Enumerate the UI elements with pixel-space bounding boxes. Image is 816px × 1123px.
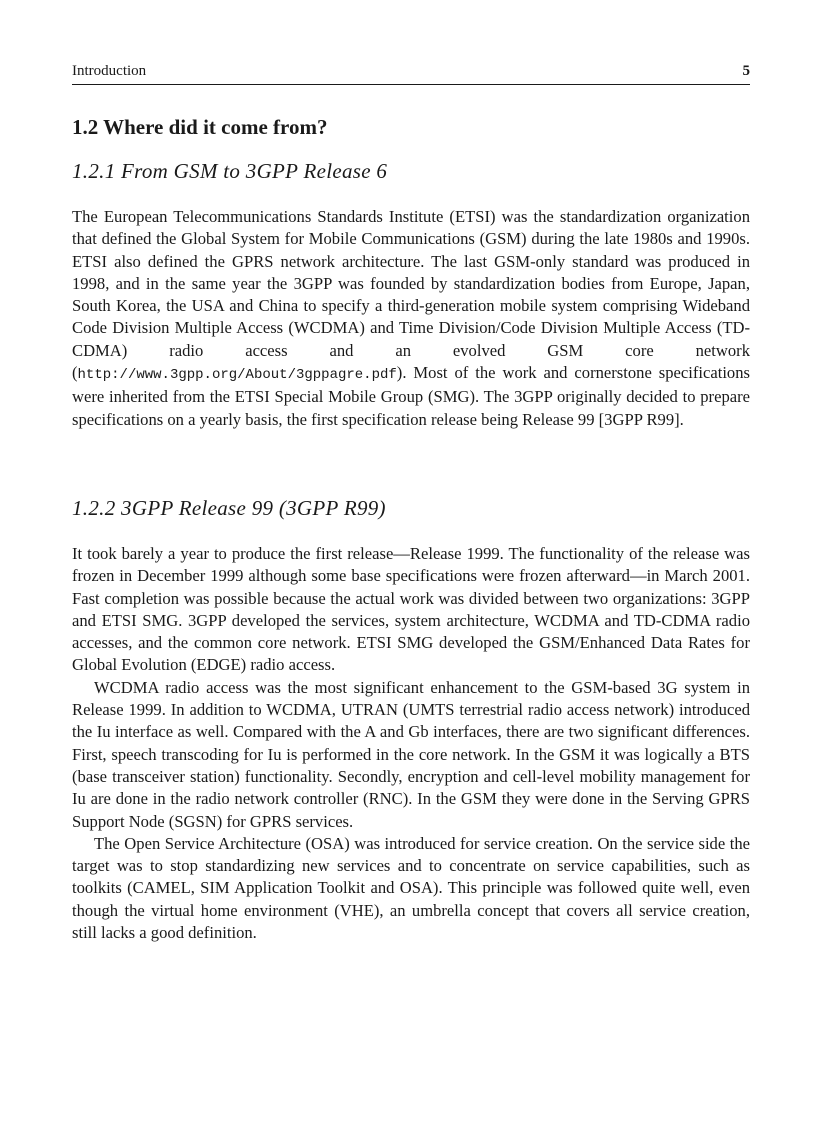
paragraph-text: ). Most of the work and cornerstone specifications were inherited from the ETSI Special Mobile Group (SMG). The 3GPP originally decided to prepare specifications on a yearly basis, the first specification release being Release 99 [3GPP R99]. [72,363,750,429]
book-page [72,58,750,944]
paragraph-text: The European Telecommunications Standards Institute (ETSI) was the standardization organization that defined the Global System for Mobile Communications (GSM) during the late 1980s and 1990s. ETSI also defined the GPRS network architecture. The last GSM-only standard was produced in 1998, and in the same year the 3GPP was founded by standardization bodies from Europe, Japan, South Korea, the USA and China to specify a third-generation mobile system comprising Wideband Code Division Multiple Access (WCDMA) and Time Division/Code Division Multiple Access (TD-CDMA) radio access and an evolved GSM core network ( [72,207,750,383]
section-heading: 1.2 Where did it come from? [72,115,328,139]
paragraph-release-1999: It took barely a year to produce the first release—Release 1999. The functionality of the release was frozen in December 1999 although some base specifications were frozen afterward—in March 2001. Fast completion was possible because the actual work was divided between two organizations: 3GPP and ETSI SMG. 3GPP developed the services, system architecture, WCDMA and TD-CDMA radio accesses, and the common core network. ETSI SMG developed the GSM/Enhanced Data Rates for Global Evolution (EDGE) radio access. [72,543,750,675]
url-link[interactable]: http://www.3gpp.org/About/3gppagre.pdf [77,367,397,384]
page-number: 5 [742,63,750,79]
subsection-heading-1-2-2: 1.2.2 3GPP Release 99 (3GPP R99) [72,495,386,520]
paragraph-osa: The Open Service Architecture (OSA) was introduced for service creation. On the service side the target was to stop standardizing new services and to concentrate on service capabilities, such as toolkits (CAMEL, SIM Application Toolkit and OSA). This principle was followed quite well, even though the virtual home environment (VHE), an umbrella concept that covers all service creation, still lacks a good definition. [72,833,750,943]
running-header [72,58,750,85]
running-head-title: Introduction [72,63,147,79]
paragraph-wcdma: WCDMA radio access was the most significant enhancement to the GSM-based 3G system in Release 1999. In addition to WCDMA, UTRAN (UMTS terrestrial radio access network) introduced the Iu interface as well. Compared with the A and Gb interfaces, there are two significant differences. First, speech transcoding for Iu is performed in the core network. In the GSM it was logically a BTS (base transceiver station) functionality. Secondly, encryption and cell-level mobility management for Iu are done in the radio network controller (RNC). In the GSM they were done in the Serving GPRS Support Node (SGSN) for GPRS services. [72,677,750,831]
paragraph-etsi-history [72,206,750,431]
subsection-heading-1-2-1: 1.2.1 From GSM to 3GPP Release 6 [72,159,388,183]
